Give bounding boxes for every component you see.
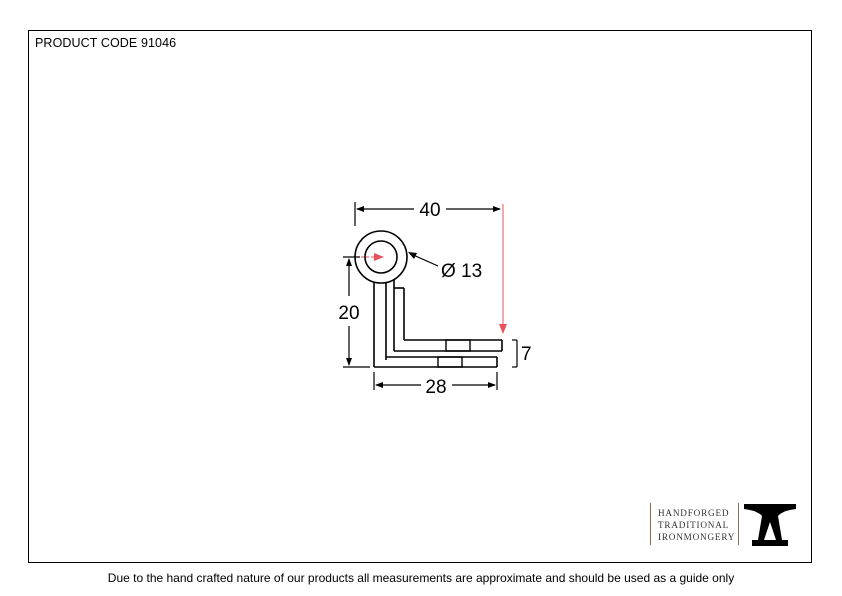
dim-20-arrow-top	[346, 258, 352, 266]
lower-plate-slot	[438, 357, 462, 367]
dim-7-label: 7	[521, 344, 532, 365]
logo-divider-left	[650, 503, 651, 545]
dim-20-arrow-bottom	[346, 358, 352, 366]
logo-line-2: TRADITIONAL	[658, 520, 730, 530]
brand-logo-text	[658, 507, 736, 543]
logo-line-1: HANDFORGED	[658, 508, 730, 518]
dim-28-arrow-left	[375, 382, 383, 388]
anvil-icon	[742, 500, 798, 548]
dim-13-label: Ø 13	[441, 261, 483, 282]
dim-40-arrow-right	[493, 206, 501, 212]
dim-40-label: 40	[419, 200, 441, 221]
dim-40-arrow-left	[356, 206, 364, 212]
accent-arrow-down	[499, 324, 507, 334]
dim-13-arrow	[408, 252, 417, 259]
product-code: PRODUCT CODE 91046	[35, 36, 177, 50]
accent-arrow-right	[374, 253, 384, 261]
dim-28-label: 28	[425, 377, 447, 398]
logo-divider-right	[738, 503, 739, 545]
disclaimer-text: Due to the hand crafted nature of our products all measurements are approximate and should be used as a guide only	[107, 571, 735, 585]
logo-line-3: IRONMONGERY	[658, 532, 736, 542]
dim-28-arrow-right	[488, 382, 496, 388]
dim-20-label: 20	[338, 303, 360, 324]
upper-plate-slot	[446, 340, 470, 351]
